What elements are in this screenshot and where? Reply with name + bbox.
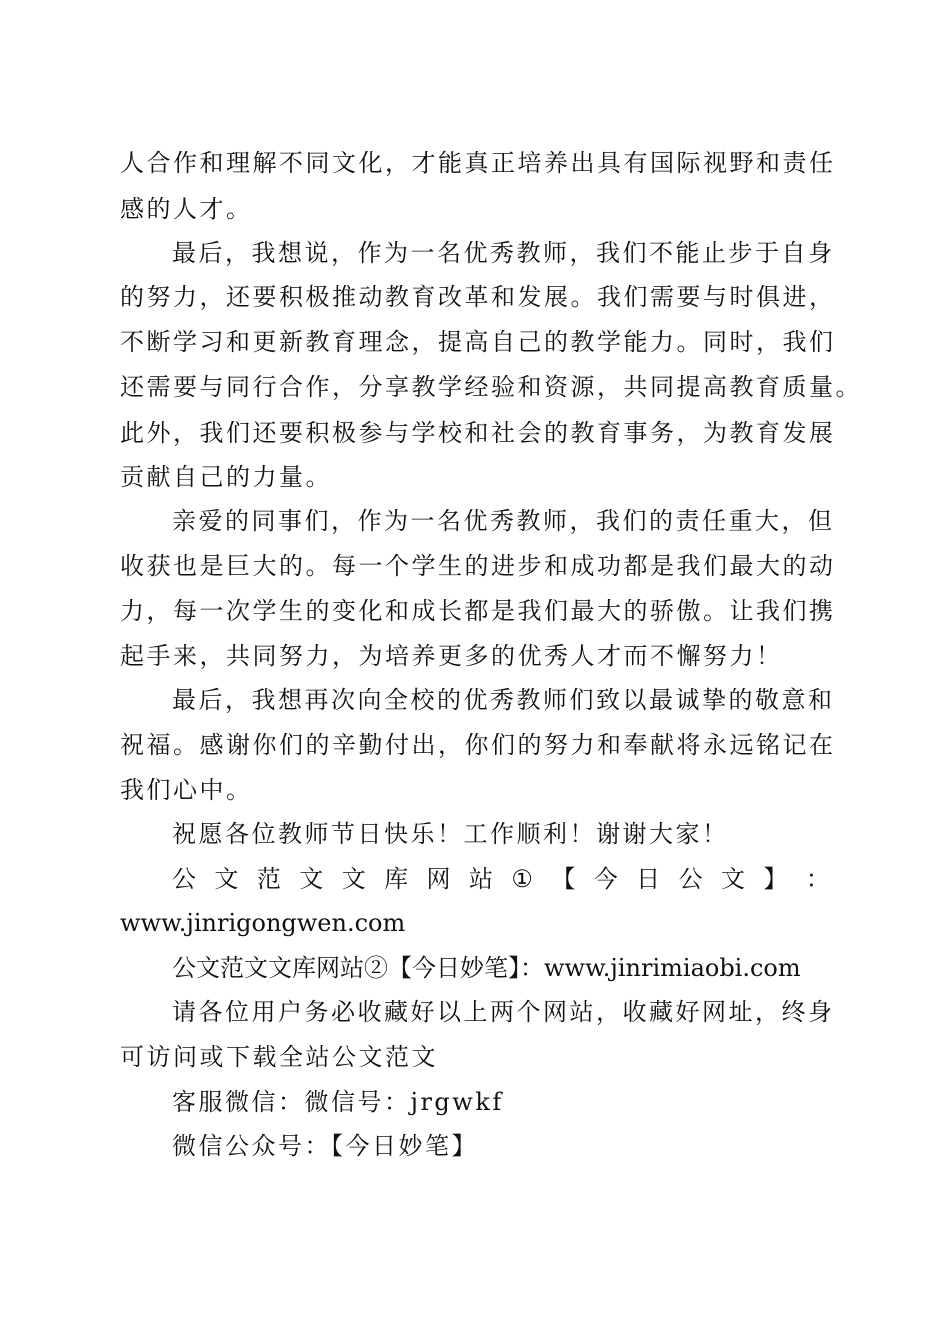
site2-line: 公文范文文库网站②【今日妙笔】：www.jinrimiaobi.com bbox=[172, 954, 801, 982]
site1-label-char: 文 bbox=[214, 865, 239, 893]
site1-label-char: 网 bbox=[426, 865, 451, 893]
site1-label bbox=[172, 864, 830, 894]
paragraph-line: 我们心中。 bbox=[120, 776, 253, 804]
paragraph-line: 亲爱的同事们，作为一名优秀教师，我们的责任重大，但 bbox=[172, 507, 835, 535]
site1-label-char: 【 bbox=[551, 865, 576, 893]
paragraph-line: 祝福。感谢你们的辛勤付出，你们的努力和奉献将永远铭记在 bbox=[120, 731, 836, 759]
site1-label-char: 站 bbox=[468, 865, 493, 893]
site1-label-char: 文 bbox=[299, 865, 324, 893]
site1-label-char: 】 bbox=[763, 865, 788, 893]
paragraph-line: 此外，我们还要积极参与学校和社会的教育事务，为教育发展 bbox=[120, 419, 836, 447]
paragraph-line: 收获也是巨大的。每一个学生的进步和成功都是我们最大的动 bbox=[120, 552, 836, 580]
wechat-service: 客服微信：微信号：jrgwkf bbox=[172, 1088, 504, 1116]
wechat-public: 微信公众号：【今日妙笔】 bbox=[172, 1132, 478, 1160]
paragraph-line: 力，每一次学生的变化和成长都是我们最大的骄傲。让我们携 bbox=[120, 597, 836, 625]
site1-label-char: 文 bbox=[341, 865, 366, 893]
paragraph-line: 起手来，共同努力，为培养更多的优秀人才而不懈努力！ bbox=[120, 642, 783, 670]
paragraph-line: 还需要与同行合作，分享教学经验和资源，共同提高教育质量。 bbox=[120, 373, 862, 401]
paragraph-line: 贡献自己的力量。 bbox=[120, 463, 332, 491]
site1-label-char: 公 bbox=[678, 865, 703, 893]
site1-label-char: 今 bbox=[593, 865, 618, 893]
site1-label-char: 公 bbox=[172, 865, 196, 893]
paragraph-line: 祝愿各位教师节日快乐！工作顺利！谢谢大家！ bbox=[172, 820, 729, 848]
notice-line: 请各位用户务必收藏好以上两个网站，收藏好网址，终身 bbox=[172, 998, 835, 1026]
site1-url: www.jinrigongwen.com bbox=[120, 909, 406, 937]
site1-label-char: ① bbox=[511, 865, 533, 893]
paragraph-line: 最后，我想再次向全校的优秀教师们致以最诚挚的敬意和 bbox=[172, 686, 835, 714]
paragraph-line: 感的人才。 bbox=[120, 195, 253, 223]
site1-label-char: 库 bbox=[384, 865, 409, 893]
paragraph-line: 不断学习和更新教育理念，提高自己的教学能力。同时，我们 bbox=[120, 328, 836, 356]
site1-label-char: ： bbox=[805, 865, 830, 893]
site1-label-char: 范 bbox=[256, 865, 281, 893]
paragraph-line: 人合作和理解不同文化，才能真正培养出具有国际视野和责任 bbox=[120, 149, 836, 177]
site1-label-char: 日 bbox=[636, 865, 661, 893]
paragraph-line: 的努力，还要积极推动教育改革和发展。我们需要与时俱进， bbox=[120, 283, 836, 311]
site1-label-char: 文 bbox=[721, 865, 745, 893]
notice-line: 可访问或下载全站公文范文 bbox=[120, 1043, 438, 1071]
paragraph-line: 最后，我想说，作为一名优秀教师，我们不能止步于自身 bbox=[172, 239, 835, 267]
